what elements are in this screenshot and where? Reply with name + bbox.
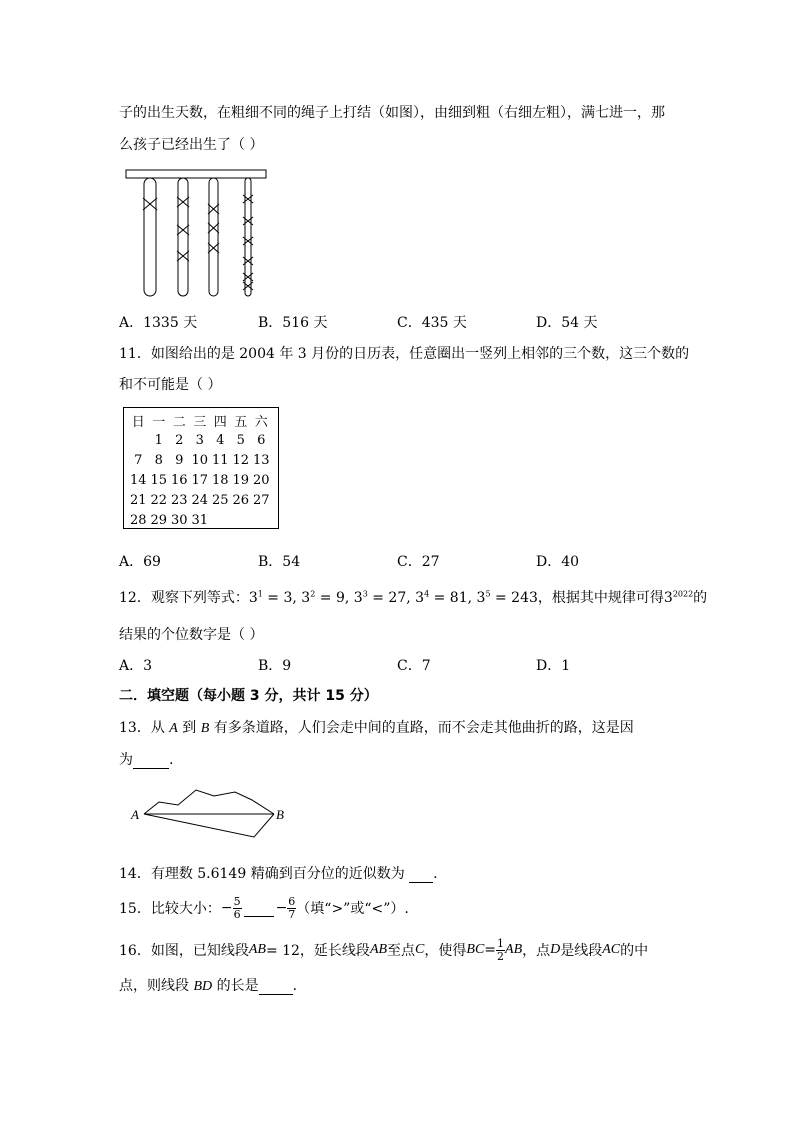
q12-text-line2: 结果的个位数字是（ ） bbox=[119, 627, 264, 643]
q16-text-d: ，使得 bbox=[424, 943, 467, 959]
calendar-cell: 19 bbox=[232, 472, 250, 488]
calendar-cell: 30 bbox=[170, 512, 188, 528]
calendar-cell: 10 bbox=[191, 452, 209, 468]
q13-text-c: 有多条道路，人们会走中间的直路，而不会走其他曲折的路，这是因 bbox=[209, 720, 634, 736]
q13-point-a: A bbox=[169, 721, 178, 736]
calendar-cell: 9 bbox=[175, 452, 184, 468]
calendar-cell: 8 bbox=[154, 452, 163, 468]
calendar-row bbox=[128, 430, 272, 450]
calendar-cell: 18 bbox=[211, 472, 229, 488]
q12-target-base: 3 bbox=[663, 590, 673, 606]
calendar-cell: 24 bbox=[191, 492, 209, 508]
q12-eq1-rest: = 3, bbox=[262, 590, 302, 606]
q14-text-body: 14．有理数 5.6149 精确到百分位的近似数为 bbox=[119, 866, 410, 882]
q15-numerator-1: 5 bbox=[233, 894, 241, 908]
calendar-header-cell: 二 bbox=[172, 414, 186, 430]
q13-point-b: B bbox=[200, 721, 210, 736]
calendar-cell: 29 bbox=[150, 512, 168, 528]
q12-eq2-exp: 2 bbox=[310, 589, 316, 599]
q12-eq4-rest: = 81, bbox=[429, 590, 477, 606]
calendar-row bbox=[128, 470, 272, 490]
q10-option-a[interactable]: A．1335 天 bbox=[119, 315, 198, 331]
q12-eq3-rest: = 27, bbox=[367, 590, 416, 606]
q16-text-f: ，点 bbox=[522, 943, 551, 959]
q16-text-a: 16．如图，已知线段 bbox=[119, 943, 249, 959]
q12-eq5-exp: 5 bbox=[485, 589, 491, 599]
q12-eq4-exp: 4 bbox=[424, 589, 430, 599]
calendar-cell bbox=[128, 430, 149, 450]
q16-ac: AC bbox=[602, 942, 621, 957]
q15-suffix: （填“>”或“<”）. bbox=[296, 901, 409, 917]
q10-option-d[interactable]: D．54 天 bbox=[536, 315, 598, 331]
calendar-table bbox=[128, 410, 272, 530]
calendar-cell: 3 bbox=[195, 432, 204, 448]
q12-eq1-base: 3 bbox=[248, 590, 258, 606]
q14-text bbox=[119, 863, 438, 883]
q15-text bbox=[119, 892, 409, 924]
q12-prefix: 12．观察下列等式： bbox=[119, 590, 249, 606]
q12-mid: ，根据其中规律可得 bbox=[537, 590, 664, 606]
q12-option-b[interactable]: B．9 bbox=[258, 658, 292, 674]
q12-eq4-base: 3 bbox=[415, 590, 425, 606]
q12-eq3-base: 3 bbox=[353, 590, 363, 606]
q12-eq2-base: 3 bbox=[301, 590, 311, 606]
q13-answer-blank[interactable] bbox=[133, 752, 169, 769]
q14-text-end: . bbox=[433, 866, 438, 882]
q13-line2-text: 为 bbox=[119, 752, 133, 768]
q15-fraction-2 bbox=[287, 896, 296, 921]
q11-option-a[interactable]: A．69 bbox=[119, 554, 161, 570]
calendar-cell: 26 bbox=[232, 492, 250, 508]
q16-text-g: 是线段 bbox=[560, 943, 603, 959]
q16-ab-3: AB bbox=[505, 942, 523, 957]
calendar-cell: 2 bbox=[175, 432, 184, 448]
q11-text-line2: 和不可能是（ ） bbox=[119, 377, 222, 393]
calendar-cell: 27 bbox=[252, 492, 270, 508]
q16-line2-a: 点，则线段 bbox=[119, 978, 194, 994]
q16-line2-b: 的长是 bbox=[212, 978, 259, 994]
calendar-cell: 5 bbox=[236, 432, 245, 448]
q15-fraction-1 bbox=[233, 896, 242, 921]
q16-frac-den: 2 bbox=[497, 949, 505, 963]
q12-eq1-exp: 1 bbox=[257, 589, 263, 599]
q16-answer-blank[interactable] bbox=[259, 978, 293, 995]
calendar-cell: 15 bbox=[150, 472, 168, 488]
calendar-cell: 23 bbox=[170, 492, 188, 508]
q11-option-c[interactable]: C．27 bbox=[397, 554, 440, 570]
q16-fraction bbox=[496, 938, 505, 963]
q16-line2-end: . bbox=[292, 978, 298, 994]
q10-option-b[interactable]: B．516 天 bbox=[258, 315, 328, 331]
q11-option-b[interactable]: B．54 bbox=[258, 554, 301, 570]
calendar-cell: 7 bbox=[134, 452, 143, 468]
calendar-cell: 1 bbox=[154, 432, 163, 448]
knot-rope-figure bbox=[124, 168, 270, 302]
q16-text-c: 至点 bbox=[387, 943, 416, 959]
calendar-cell: 13 bbox=[252, 452, 270, 468]
calendar-header-row bbox=[128, 410, 272, 430]
q13-text-line2 bbox=[119, 749, 173, 769]
q16-frac-num: 1 bbox=[497, 936, 505, 950]
fig-label-b: B bbox=[276, 807, 284, 822]
calendar-cell: 14 bbox=[129, 472, 147, 488]
q13-text-b: 到 bbox=[177, 720, 201, 736]
q15-minus-1: − bbox=[220, 900, 233, 916]
calendar-figure bbox=[123, 407, 279, 529]
q12-text-line1 bbox=[119, 587, 707, 607]
calendar-cell: 11 bbox=[211, 452, 229, 468]
calendar-cell: 12 bbox=[232, 452, 250, 468]
q13-line2-end: . bbox=[169, 752, 174, 768]
q15-numerator-2: 6 bbox=[288, 894, 296, 908]
q15-prefix: 15．比较大小： bbox=[119, 901, 221, 917]
fig-label-a: A bbox=[131, 807, 139, 822]
q10-text-line1: 子的出生天数，在粗细不同的绳子上打结（如图），由细到粗（右细左粗），满七进一，那 bbox=[119, 105, 665, 121]
calendar-header-cell: 六 bbox=[254, 414, 268, 430]
calendar-cell: 17 bbox=[191, 472, 209, 488]
calendar-header-cell: 三 bbox=[193, 414, 207, 430]
q14-answer-blank[interactable] bbox=[409, 866, 433, 883]
calendar-cell bbox=[251, 510, 272, 530]
q12-option-a[interactable]: A．3 bbox=[119, 658, 153, 674]
q12-eq3-exp: 3 bbox=[362, 589, 368, 599]
q11-text-line1: 11．如图给出的是 2004 年 3 月份的日历表，任意圈出一竖列上相邻的三个数，这三个数的 bbox=[119, 346, 690, 362]
calendar-header-cell: 一 bbox=[152, 414, 166, 430]
calendar-row bbox=[128, 450, 272, 470]
q12-eq2-rest: = 9, bbox=[315, 590, 354, 606]
calendar-cell: 21 bbox=[129, 492, 147, 508]
q10-option-c[interactable]: C．435 天 bbox=[397, 315, 467, 331]
calendar-cell: 25 bbox=[211, 492, 229, 508]
q16-text-line2 bbox=[119, 975, 297, 995]
q15-denominator-1: 6 bbox=[233, 907, 241, 921]
q15-answer-blank[interactable] bbox=[244, 900, 274, 917]
q12-option-c[interactable]: C．7 bbox=[397, 658, 431, 674]
q16-text-e: = bbox=[484, 942, 497, 958]
calendar-cell: 4 bbox=[216, 432, 225, 448]
q16-text-b: = 12，延长线段 bbox=[265, 943, 370, 959]
q15-minus-2: − bbox=[275, 900, 288, 916]
path-figure bbox=[128, 781, 290, 841]
calendar-cell: 28 bbox=[129, 512, 147, 528]
calendar-row bbox=[128, 490, 272, 510]
calendar-cell: 22 bbox=[150, 492, 168, 508]
calendar-header-cell: 四 bbox=[213, 414, 227, 430]
calendar-header-cell: 日 bbox=[131, 414, 145, 430]
calendar-cell: 16 bbox=[170, 472, 188, 488]
q12-eq5-base: 3 bbox=[476, 590, 486, 606]
section-heading: 二．填空题（每小题 3 分，共计 15 分） bbox=[119, 688, 378, 704]
q11-option-d[interactable]: D．40 bbox=[536, 554, 580, 570]
q16-point-c: C bbox=[415, 942, 425, 957]
calendar-cell: 31 bbox=[191, 512, 209, 528]
q16-ab-1: AB bbox=[248, 942, 266, 957]
q16-text-h: 的中 bbox=[620, 943, 649, 959]
calendar-cell: 20 bbox=[252, 472, 270, 488]
q13-text-a: 13．从 bbox=[119, 720, 170, 736]
calendar-cell bbox=[231, 510, 252, 530]
q12-option-d[interactable]: D．1 bbox=[536, 658, 571, 674]
calendar-cell bbox=[210, 510, 231, 530]
q13-text-line1 bbox=[119, 717, 634, 737]
q16-text-line1 bbox=[119, 934, 648, 966]
q16-ab-2: AB bbox=[369, 942, 388, 957]
calendar-row bbox=[128, 510, 272, 530]
calendar-cell: 6 bbox=[257, 432, 266, 448]
calendar-header-cell: 五 bbox=[234, 414, 248, 430]
q15-denominator-2: 7 bbox=[288, 907, 296, 921]
q10-text-line2: 么孩子已经出生了（ ） bbox=[119, 137, 264, 153]
q16-bd: BD bbox=[193, 979, 213, 994]
q12-target-exp: 2022 bbox=[672, 589, 694, 599]
q12-suffix: 的 bbox=[693, 590, 708, 606]
q16-bc: BC bbox=[466, 942, 485, 957]
q16-point-d: D bbox=[550, 942, 561, 957]
q12-eq5-rest: = 243 bbox=[490, 590, 538, 606]
